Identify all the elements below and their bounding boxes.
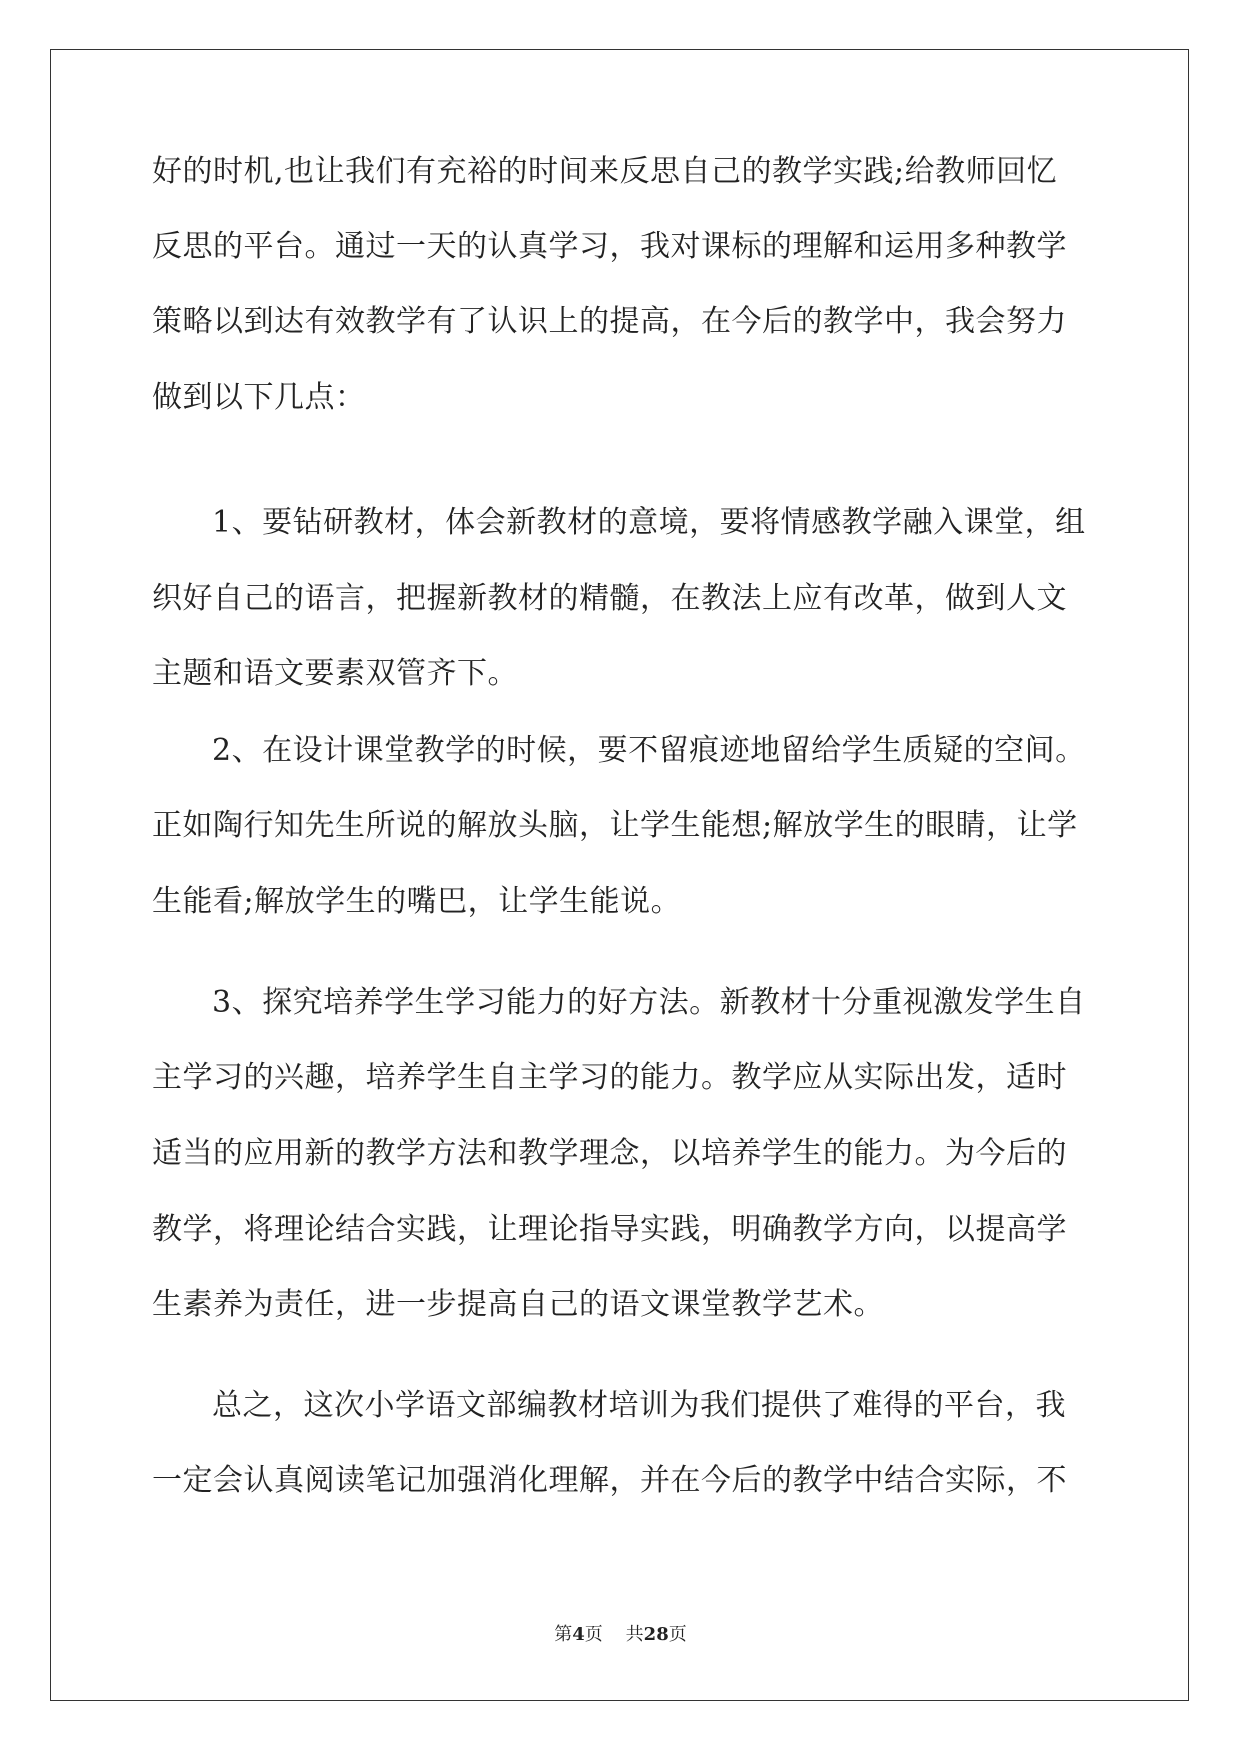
page-number: 4 xyxy=(572,1624,585,1645)
text-line: 适当的应用新的教学方法和教学理念，以培养学生的能力。为今后的 xyxy=(152,1136,1067,1171)
text-line: 策略以到达有效教学有了认识上的提高，在今后的教学中，我会努力 xyxy=(152,304,1067,339)
page-border xyxy=(50,49,1189,1701)
page-footer xyxy=(0,1623,1241,1647)
paragraph-first-line: 总之，这次小学语文部编教材培训为我们提供了难得的平台，我 xyxy=(212,1388,1066,1423)
page-suffix: 页 xyxy=(584,1624,603,1645)
total-pages: 28 xyxy=(643,1624,669,1645)
paragraph-first-line: 2、在设计课堂教学的时候，要不留痕迹地留给学生质疑的空间。 xyxy=(212,733,1086,768)
text-line: 反思的平台。通过一天的认真学习，我对课标的理解和运用多种教学 xyxy=(152,229,1067,264)
text-line: 生能看;解放学生的嘴巴，让学生能说。 xyxy=(152,884,682,919)
text-line: 做到以下几点： xyxy=(152,380,366,415)
text-line: 织好自己的语言，把握新教材的精髓，在教法上应有改革，做到人文 xyxy=(152,581,1067,616)
text-line: 正如陶行知先生所说的解放头脑，让学生能想;解放学生的眼睛，让学 xyxy=(152,808,1078,843)
text-line: 一定会认真阅读笔记加强消化理解，并在今后的教学中结合实际，不 xyxy=(152,1463,1067,1498)
text-line: 生素养为责任，进一步提高自己的语文课堂教学艺术。 xyxy=(152,1287,884,1322)
text-line: 主题和语文要素双管齐下。 xyxy=(152,656,518,691)
total-suffix: 页 xyxy=(668,1624,687,1645)
text-line: 主学习的兴趣，培养学生自主学习的能力。教学应从实际出发，适时 xyxy=(152,1060,1067,1095)
text-line: 好的时机,也让我们有充裕的时间来反思自己的教学实践;给教师回忆 xyxy=(152,154,1058,189)
text-line: 教学，将理论结合实践，让理论指导实践，明确教学方向，以提高学 xyxy=(152,1212,1067,1247)
total-prefix: 共 xyxy=(625,1624,644,1645)
paragraph-first-line: 1、要钻研教材，体会新教材的意境，要将情感教学融入课堂，组 xyxy=(212,505,1086,540)
page-prefix: 第 xyxy=(554,1624,573,1645)
paragraph-first-line: 3、探究培养学生学习能力的好方法。新教材十分重视激发学生自 xyxy=(212,985,1086,1020)
